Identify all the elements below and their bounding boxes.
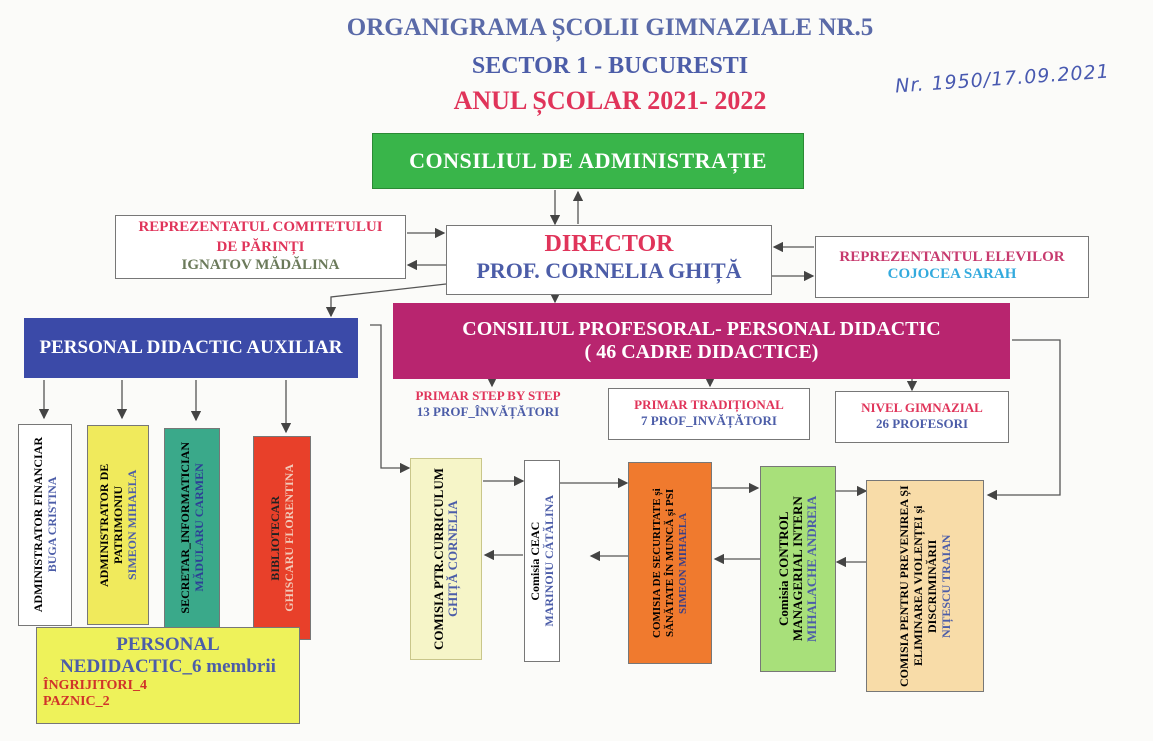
staff-role: ADMINISTRATOR FINANCIAR xyxy=(31,437,45,613)
elevi-name: COJOCEA SARAH xyxy=(887,266,1017,282)
comisia-violenta xyxy=(866,480,984,692)
comisie-title: COMISIA DE SECURITATE și SĂNĂTATE ÎN MUNCĂ și PSI xyxy=(650,488,676,638)
comisia-ceac xyxy=(524,460,560,662)
comisia-control-managerial xyxy=(760,466,836,672)
comisie-name: SIMEON MIHAELA xyxy=(676,512,689,614)
staff-name: SIMEON MIHAELA xyxy=(125,469,139,581)
nedidactic-title: PERSONAL xyxy=(116,634,220,655)
consiliul-profesoral-box xyxy=(393,303,1010,379)
parinti-title-1: REPREZENTATUL COMITETULUI xyxy=(138,219,383,235)
nedidactic-members: NEDIDACTIC_6 membrii xyxy=(60,656,276,677)
parinti-name: IGNATOV MĂDĂLINA xyxy=(181,257,340,273)
comisie-name: MARINOIU CĂTĂLINA xyxy=(542,495,556,627)
nedidactic-paznic: PAZNIC_2 xyxy=(43,694,110,709)
elevi-title: REPREZENTANTUL ELEVILOR xyxy=(839,249,1065,265)
director-title: DIRECTOR xyxy=(544,231,674,257)
primar-step-count: 13 PROF_ÎNVĂȚĂTORI xyxy=(416,404,560,419)
nedidactic-ingrijitori: ÎNGRIJITORI_4 xyxy=(43,678,147,693)
comisie-title: COMISIA PTR.CURRICULUM xyxy=(431,467,446,650)
staff-role: BIBLIOTECAR xyxy=(268,495,282,581)
comisia-securitate xyxy=(628,462,712,664)
elevi-representative-box xyxy=(815,236,1089,298)
staff-name: GHISCARU FLORENTINA xyxy=(282,464,296,612)
personal-nedidactic-box xyxy=(36,627,300,724)
comisia-curriculum xyxy=(410,458,482,660)
parinti-representative-box xyxy=(115,215,406,279)
staff-admin-financiar xyxy=(18,424,72,626)
primar-traditional-count: 7 PROF_INVĂȚĂTORI xyxy=(641,413,777,428)
parinti-title-2: DE PĂRINȚI xyxy=(216,239,305,255)
staff-admin-patrimoniu xyxy=(87,425,149,625)
director-box xyxy=(446,225,772,295)
comisie-title: COMISIA PENTRU PREVENIREA ȘI ELIMINAREA VIOLENȚEI și DISCRIMINĂRII xyxy=(897,485,939,687)
school-year-title: ANUL ȘCOLAR 2021- 2022 xyxy=(453,86,767,115)
comisie-name: NIȚESCU TRAIAN xyxy=(939,534,953,638)
primar-traditional-box xyxy=(608,388,810,440)
staff-role: ADMINISTRATOR DE PATRIMONIU xyxy=(97,463,125,587)
staff-secretar xyxy=(164,428,220,628)
primar-step-title: PRIMAR STEP BY STEP xyxy=(415,388,561,403)
staff-role: SECRETAR_INFORMATICIAN xyxy=(178,442,192,614)
primar-step-by-step xyxy=(403,388,573,420)
comisie-name: MIHALACHE ANDREIA xyxy=(804,495,819,643)
comisie-title: Comisia CONTROL MANAGERIAL INTERN xyxy=(776,496,805,642)
staff-name: BUGA CRISTINA xyxy=(45,477,59,573)
consiliul-profesoral-count: ( 46 CADRE DIDACTICE) xyxy=(584,341,819,363)
comisie-title: Comisia CEAC xyxy=(528,521,542,601)
gimnazial-count: 26 PROFESORI xyxy=(875,416,969,431)
staff-bibliotecar xyxy=(253,436,311,640)
title-line-2: SECTOR 1 - BUCURESTI xyxy=(471,53,749,79)
gimnazial-title: NIVEL GIMNAZIAL xyxy=(861,400,983,415)
title-line-1: ORGANIGRAMA ȘCOLII GIMNAZIALE NR.5 xyxy=(346,14,874,41)
director-name: PROF. CORNELIA GHIȚĂ xyxy=(476,258,742,283)
consiliul-profesoral-title: CONSILIUL PROFESORAL- PERSONAL DIDACTIC xyxy=(462,318,941,340)
registration-number: Nr. 1950/17.09.2021 xyxy=(894,60,1111,98)
consiliul-administratie-box: CONSILIUL DE ADMINISTRAȚIE xyxy=(372,133,804,189)
comisie-name: GHIȚĂ CORNELIA xyxy=(445,500,460,618)
personal-auxiliar-box: PERSONAL DIDACTIC AUXILIAR xyxy=(24,318,358,378)
primar-traditional-title: PRIMAR TRADIȚIONAL xyxy=(634,397,784,412)
staff-name: MĂDULARU CARMEN xyxy=(192,463,206,593)
nivel-gimnazial-box xyxy=(835,391,1009,443)
